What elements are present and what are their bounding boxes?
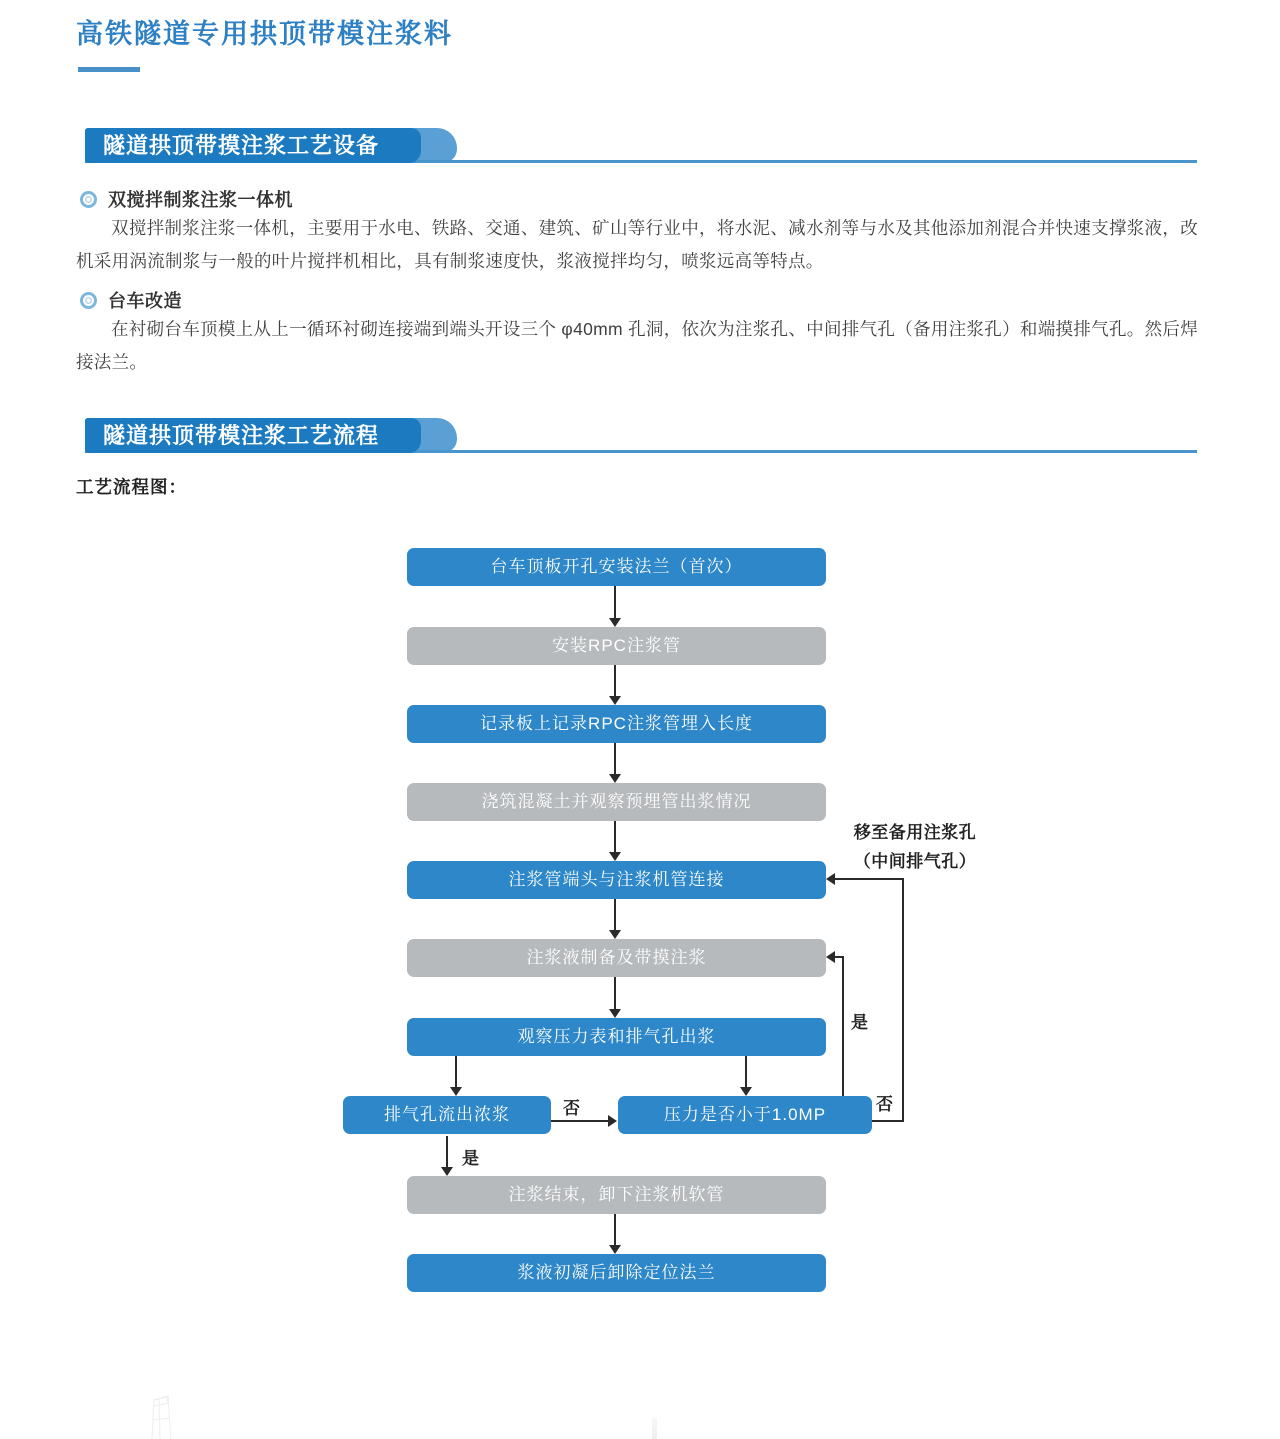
flow-step-install-flange: 台车顶板开孔安装法兰（首次） [407,548,826,586]
item-paragraph: 在衬砌台车顶模上从上一循环衬砌连接端到端头开设三个 φ40mm 孔洞，依次为注浆孔、中间排气孔（备用注浆孔）和端摸排气孔。然后焊接法兰。 [76,319,1198,372]
flow-arrow [614,821,616,852]
flow-arrow [455,1056,457,1087]
flow-arrow [614,1214,616,1245]
flow-step-observe-pressure: 观察压力表和排气孔出浆 [407,1018,826,1056]
flow-step-remove-flange: 浆液初凝后卸除定位法兰 [407,1254,826,1292]
ring-bullet-icon [80,191,97,208]
branch-label-no: 否 [563,1099,580,1118]
arrow-down-icon [609,1245,621,1254]
flow-annotation [833,818,997,876]
arrow-down-icon [609,852,621,861]
flow-step-connect-machine: 注浆管端头与注浆机管连接 [407,861,826,899]
flow-annotation-line1: 移至备用注浆孔 [853,823,977,842]
item-paragraph: 双搅拌制浆注浆一体机，主要用于水电、铁路、交通、建筑、矿山等行业中，将水泥、减水剂等与水及其他添加剂混合并快速支撑浆液，改机采用涡流制浆与一般的叶片搅拌机相比，具有制浆速度快，浆液搅拌均匀，喷浆远高等特点。 [76,218,1198,271]
flow-step-pressure-check: 压力是否小于1.0MP [618,1096,872,1134]
flow-arrow [745,1056,747,1087]
arrow-down-icon [609,1009,621,1018]
flow-loop-line [842,956,844,1096]
flow-arrow [614,665,616,696]
flow-arrow [614,899,616,930]
flow-arrow [446,1136,448,1167]
flow-step-install-rpc-pipe: 安装RPC注浆管 [407,627,826,665]
flow-arrow [614,743,616,774]
arrow-down-icon [450,1087,462,1096]
flow-loop-line [835,956,844,958]
title-underline [78,67,140,72]
arrow-down-icon [441,1167,453,1176]
arrow-left-icon [826,951,835,963]
flow-arrow [614,977,616,1009]
section-header-process: 隧道拱顶带模注浆工艺流程 [85,418,421,453]
page-title: 高铁隧道专用拱顶带模注浆料 [76,19,453,49]
flow-loop-line [902,878,904,1122]
loop-label-yes: 是 [851,1013,868,1032]
watermark-fragment [652,1418,657,1439]
flow-loop-line [835,878,904,880]
flow-arrow [614,586,616,618]
flow-step-record-length: 记录板上记录RPC注浆管埋入长度 [407,705,826,743]
arrow-right-icon [608,1115,617,1127]
flow-step-vent-thick-grout: 排气孔流出浓浆 [343,1096,551,1134]
flow-loop-line [872,1120,904,1122]
flow-step-finish-remove-hose: 注浆结束，卸下注浆机软管 [407,1176,826,1214]
branch-label-yes: 是 [462,1149,479,1168]
arrow-down-icon [609,930,621,939]
item-heading: 台车改造 [108,291,182,311]
flow-step-prepare-grout: 注浆液制备及带摸注浆 [407,939,826,977]
flow-step-pour-concrete: 浇筑混凝土并观察预埋管出浆情况 [407,783,826,821]
flowchart-caption: 工艺流程图： [76,477,187,497]
arrow-down-icon [609,774,621,783]
list-item [80,287,182,313]
flow-arrow [551,1120,608,1122]
ring-bullet-icon [80,292,97,309]
section-header-equipment: 隧道拱顶带摸注浆工艺设备 [85,128,421,163]
arrow-down-icon [740,1087,752,1096]
building-watermark-icon [138,1386,190,1439]
loop-label-no: 否 [876,1095,893,1114]
item-heading: 双搅拌制浆注浆一体机 [108,190,293,210]
arrow-down-icon [609,696,621,705]
flow-annotation-line2: （中间排气孔） [853,852,977,871]
list-item [80,186,293,212]
arrow-down-icon [609,618,621,627]
